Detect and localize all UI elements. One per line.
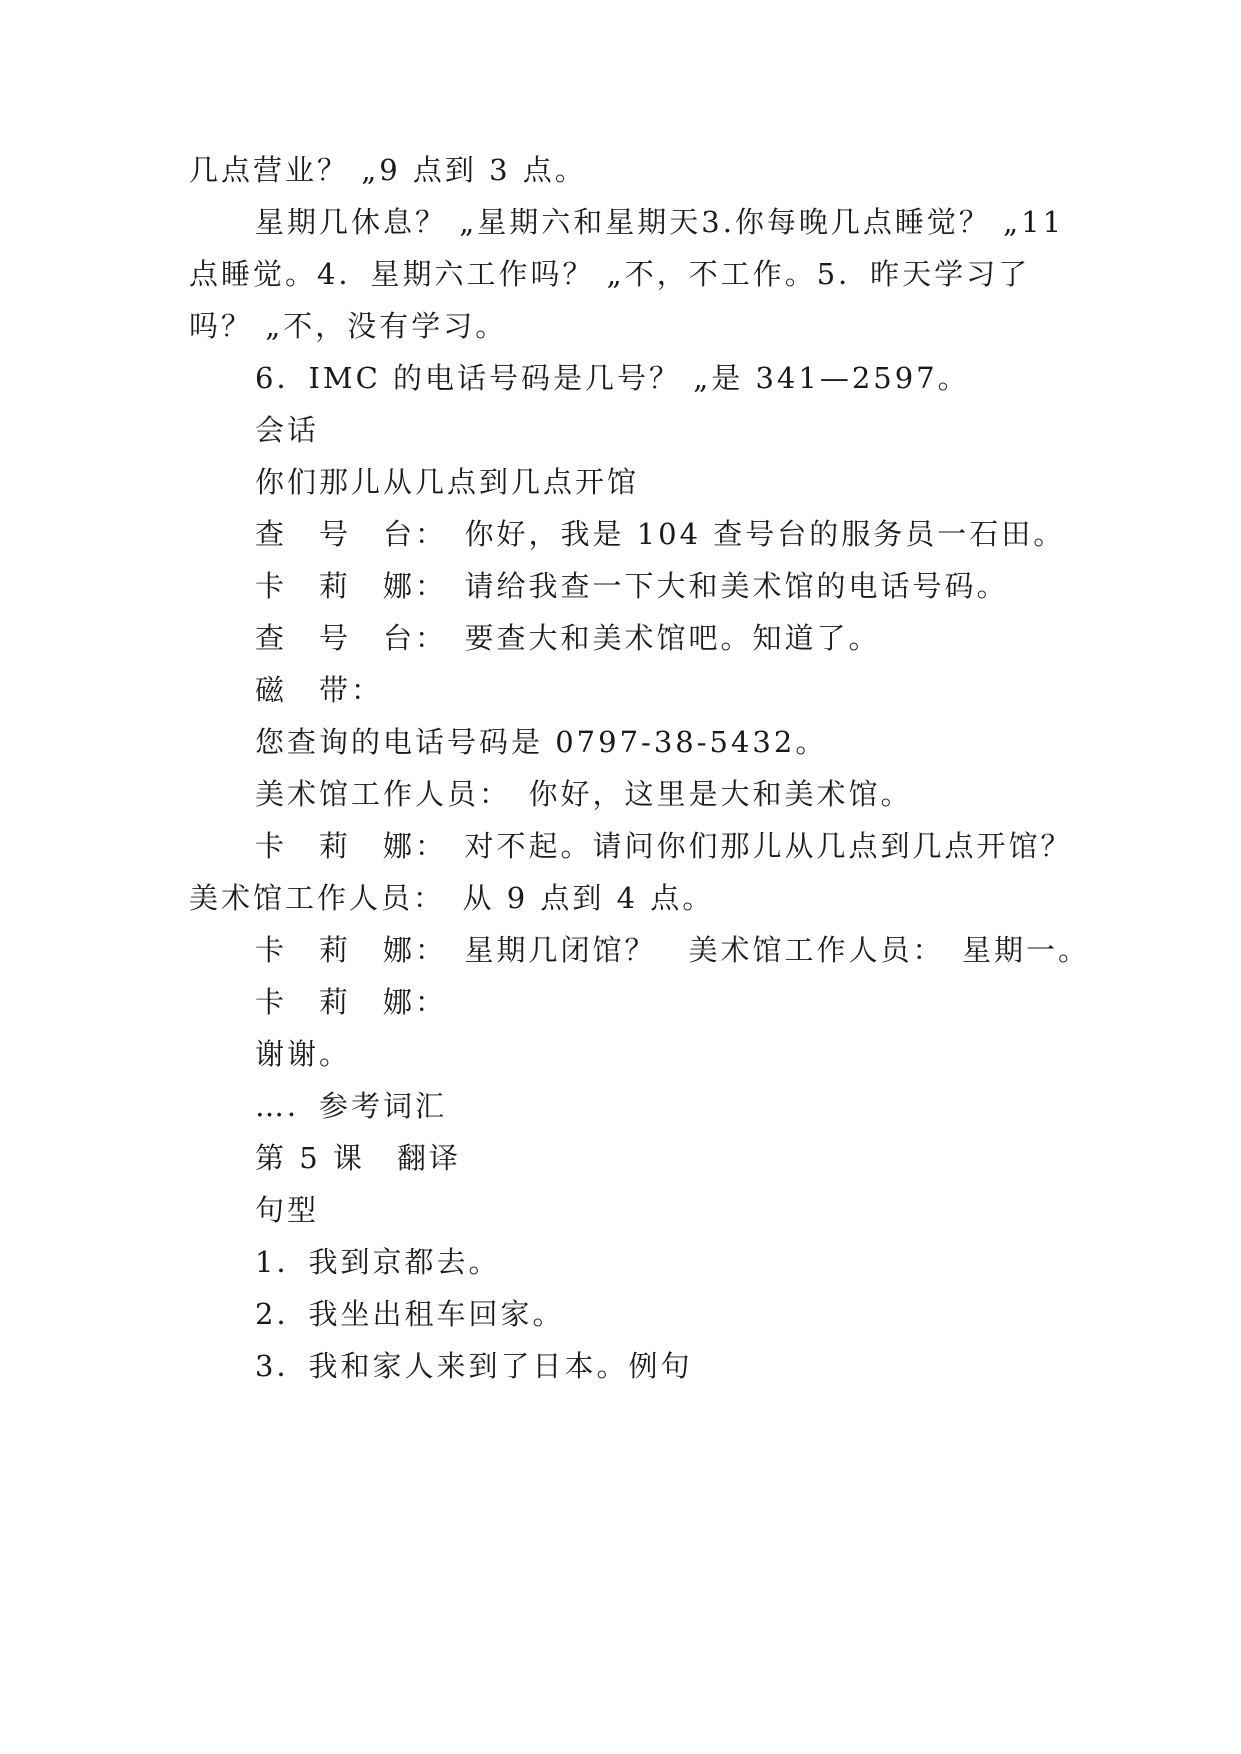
section-heading: …．参考词汇: [255, 1089, 448, 1123]
section-heading: 会话: [255, 413, 320, 447]
dialogue-line: 您查询的电话号码是 0797-38-5432。: [255, 725, 828, 759]
text-line: 吗？ „不，没有学习。: [189, 309, 508, 343]
dialogue-line: 谢谢。: [255, 1037, 352, 1071]
dialogue-line: 卡 莉 娜： 星期几闭馆？ 美术馆工作人员： 星期一。: [255, 933, 1091, 967]
dialogue-title: 你们那儿从几点到几点开馆: [255, 465, 640, 499]
sentence-item: 3．我和家人来到了日本。例句: [255, 1349, 693, 1383]
dialogue-line: 美术馆工作人员： 从 9 点到 4 点。: [189, 881, 715, 915]
lesson-heading: 第 5 课 翻译: [255, 1141, 461, 1175]
dialogue-line: 美术馆工作人员： 你好，这里是大和美术馆。: [255, 777, 913, 811]
text-line: 6．IMC 的电话号码是几号？ „是 341—2597。: [255, 361, 970, 395]
sentence-item: 1．我到京都去。: [255, 1245, 501, 1279]
dialogue-line: 磁 带：: [255, 673, 384, 707]
text-line: 星期几休息？ „星期六和星期天3.你每晚几点睡觉？ „11: [255, 205, 1065, 239]
dialogue-line: 卡 莉 娜： 请给我查一下大和美术馆的电话号码。: [255, 569, 1009, 603]
sentence-item: 2．我坐出租车回家。: [255, 1297, 565, 1331]
section-heading: 句型: [255, 1193, 320, 1227]
dialogue-line: 查 号 台： 你好，我是 104 查号台的服务员一石田。: [255, 517, 1066, 551]
dialogue-line: 查 号 台： 要查大和美术馆吧。知道了。: [255, 621, 881, 655]
text-line: 几点营业？ „9 点到 3 点。: [189, 153, 587, 187]
dialogue-line: 卡 莉 娜：: [255, 985, 448, 1019]
text-line: 点睡觉。4．星期六工作吗？ „不，不工作。5．昨天学习了: [189, 257, 1031, 291]
dialogue-line: 卡 莉 娜： 对不起。请问你们那儿从几点到几点开馆？: [255, 829, 1073, 863]
